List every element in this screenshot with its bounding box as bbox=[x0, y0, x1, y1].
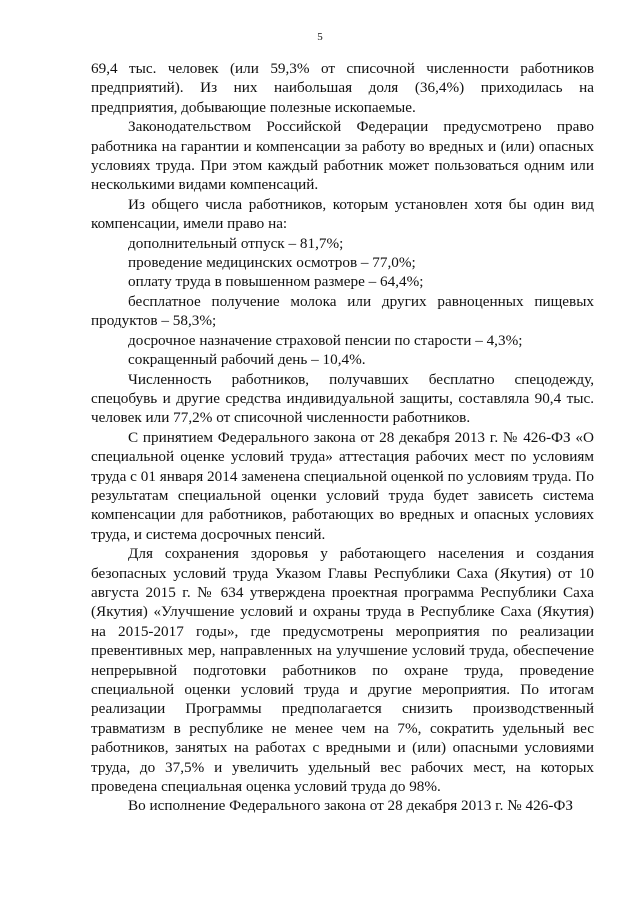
paragraph-special-assessment-law: С принятием Федерального закона от 28 декабря 2013 г. № 426-ФЗ «О специальной оценке условий труда» аттестация рабочих мест по условиям труда с 01 января 2014 заменена специальной оценкой по условиям труда. По результатам специальной оценки условий труда будет зависеть система компенсации для работников, работающих во вредных и опасных условиях труда, и система досрочных пенсий. bbox=[91, 428, 594, 543]
list-item-medical-exams: проведение медицинских осмотров – 77,0%; bbox=[128, 254, 416, 272]
list-item-free-milk: бесплатное получение молока или других равноценных пищевых продуктов – 58,3%; bbox=[91, 292, 594, 330]
list-item-early-pension: досрочное назначение страховой пенсии по старости – 4,3%; bbox=[128, 331, 523, 349]
paragraph-legislation: Законодательством Российской Федерации предусмотрено право работника на гарантии и компенсации за работу во вредных и (или) опасных условиях труда. При этом каждый работник может пользоваться одним или несколькими видами компенсаций. bbox=[91, 118, 594, 194]
paragraph-compensation-intro: Из общего числа работников, которым установлен хотя бы один вид компенсации, имели право на: bbox=[91, 195, 594, 233]
document-body bbox=[91, 59, 594, 816]
paragraph-protective-equipment: Численность работников, получавших бесплатно спецодежду, спецобувь и другие средства индивидуальной защиты, составляла 90,4 тыс. человек или 77,2% от списочной численности работников. bbox=[91, 370, 594, 427]
paragraph-law-execution: Во исполнение Федерального закона от 28 декабря 2013 г. № 426-ФЗ bbox=[128, 797, 573, 815]
paragraph-program: Для сохранения здоровья у работающего населения и создания безопасных условий труда Указом Главы Республики Саха (Якутия) от 10 августа 2015 г. № 634 утверждена проектная программа Республики Саха (Якутия) «Улучшение условий и охраны труда в Республике Саха (Якутия) на 2015-2017 годы», где предусмотрены мероприятия по реализации превентивных мер, направленных на улучшение условий труда, обеспечение непрерывной подготовки работников по охране труда, проведение специальной оценки условий труда и другие мероприятия. По итогам реализации Программы предполагается снизить производственный травматизм в республике не менее чем на 7%, сократить удельный вес работников, занятых на работах с вредными и (или) опасными условиями труда, до 37,5% и увеличить удельный вес рабочих мест, на которых проведена специальная оценка условий труда до 98%. bbox=[91, 545, 594, 796]
list-item-short-workday: сокращенный рабочий день – 10,4%. bbox=[128, 351, 366, 369]
list-item-extra-leave: дополнительный отпуск – 81,7%; bbox=[128, 234, 344, 252]
paragraph-workers-hazard-count: 69,4 тыс. человек (или 59,3% от списочной численности работников предприятий). Из них наибольшая доля (36,4%) приходилась на предприятия, добывающие полезные ископаемые. bbox=[91, 60, 594, 116]
page-number: 5 bbox=[317, 31, 323, 43]
list-item-increased-pay: оплату труда в повышенном размере – 64,4%; bbox=[128, 273, 424, 291]
